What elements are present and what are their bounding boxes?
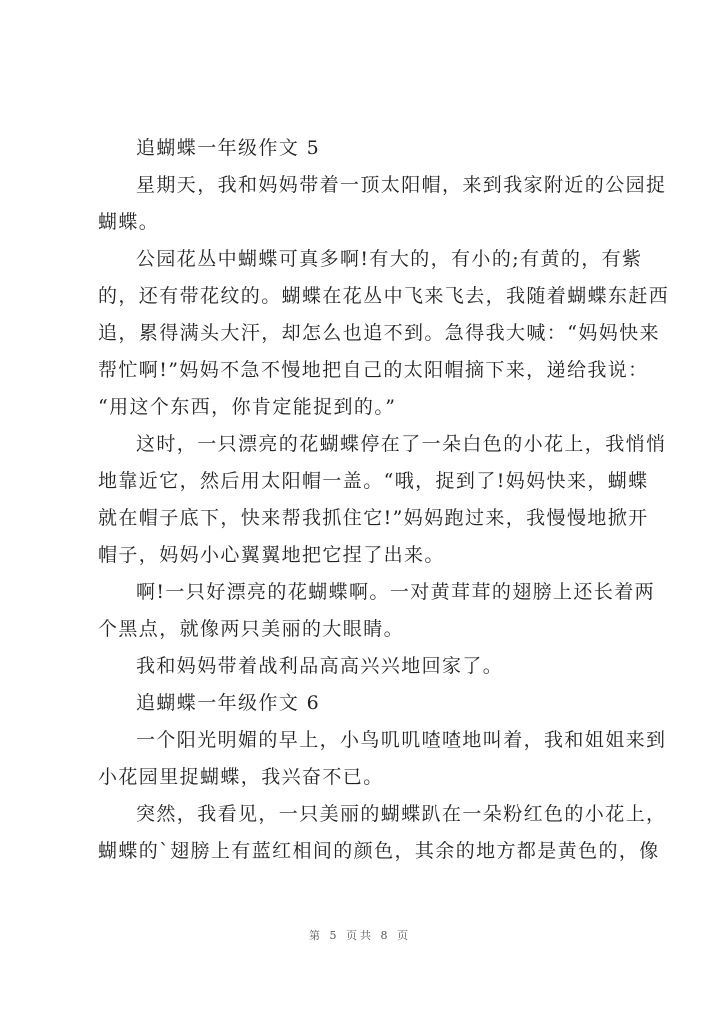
paragraph-5: [98, 648, 638, 685]
text-line: 就在帽子底下，快来帮我抓住它!”妈妈跑过来，我慢慢地掀开: [98, 507, 649, 529]
text-line: 啊!一只好漂亮的花蝴蝶啊。一对黄茸茸的翅膀上还长着两: [136, 581, 656, 603]
essay-heading-5: 追蝴蝶一年级作文 5: [136, 137, 321, 159]
text-line: 帽子，妈妈小心翼翼地把它捏了出来。: [98, 544, 445, 566]
paragraph-2: [98, 241, 670, 426]
text-line: 星期天，我和妈妈带着一顶太阳帽，来到我家附近的公园捉: [136, 174, 667, 196]
text-line: 突然，我看见，一只美丽的蝴蝶趴在一朵粉红色的小花上，: [136, 803, 667, 825]
page-number-footer: 第 5 页共 8 页: [309, 929, 411, 942]
text-line: 的，还有带花纹的。蝴蝶在花丛中飞来飞去，我随着蝴蝶东赶西: [98, 285, 670, 307]
text-line: “用这个东西，你肯定能捉到的。”: [98, 396, 397, 418]
document-body: [98, 130, 670, 870]
paragraph-6: [98, 722, 667, 796]
text-line: 帮忙啊!”妈妈不急不慢地把自己的太阳帽摘下来，递给我说：: [98, 359, 649, 381]
paragraph-3: [98, 426, 667, 574]
text-line: 小花园里捉蝴蝶，我兴奋不已。: [98, 766, 384, 788]
text-line: 蝴蝶。: [98, 211, 160, 233]
paragraph-4: [98, 574, 656, 648]
text-line: 我和妈妈带着战利品高高兴兴地回家了。: [136, 655, 504, 677]
text-line: 公园花丛中蝴蝶可真多啊!有大的，有小的;有黄的，有紫: [136, 248, 643, 270]
text-line: 个黑点，就像两只美丽的大眼睛。: [98, 618, 405, 640]
text-line: 地靠近它，然后用太阳帽一盖。“哦，捉到了!妈妈快来，蝴蝶: [98, 470, 649, 492]
paragraph-7: [98, 796, 667, 870]
paragraph-1: [98, 167, 667, 241]
text-line: 这时，一只漂亮的花蝴蝶停在了一朵白色的小花上，我悄悄: [136, 433, 667, 455]
text-line: 一个阳光明媚的早上，小鸟叽叽喳喳地叫着，我和姐姐来到: [136, 729, 667, 751]
text-line: 追，累得满头大汗，却怎么也追不到。急得我大喊：“妈妈快来: [98, 322, 660, 344]
essay-heading-6: 追蝴蝶一年级作文 6: [136, 692, 321, 714]
text-line: 蝴蝶的`翅膀上有蓝红相间的颜色，其余的地方都是黄色的，像: [98, 840, 660, 862]
